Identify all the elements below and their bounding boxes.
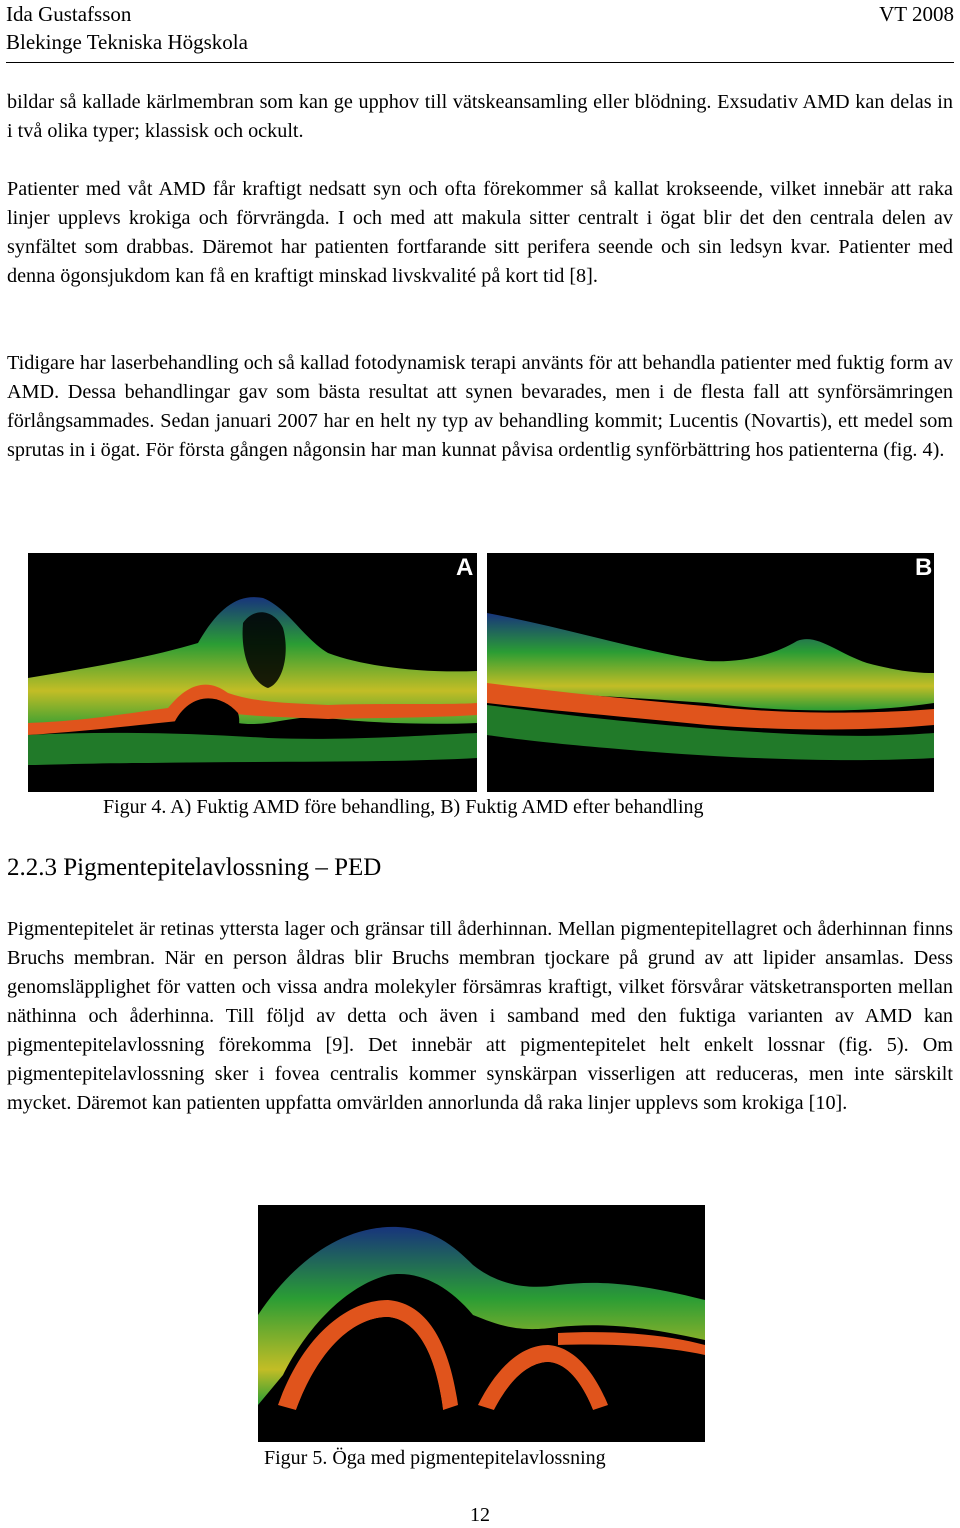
oct-scan-b xyxy=(487,553,934,792)
oct-scan-a xyxy=(28,553,477,792)
figure4-panel-b-image xyxy=(487,553,934,792)
header-author: Ida Gustafsson xyxy=(6,2,132,26)
figure4-caption: Figur 4. A) Fuktig AMD före behandling, B) Fuktig AMD efter behandling xyxy=(103,796,704,818)
figure5-image xyxy=(258,1205,705,1442)
paragraph-1: bildar så kallade kärlmembran som kan ge upphov till vätskeansamling eller blödning. Exsudativ AMD kan delas in i två olika typer; klassisk och ockult. xyxy=(7,91,953,142)
page-number: 12 xyxy=(470,1504,490,1526)
paragraph-3: Tidigare har laserbehandling och så kallad fotodynamisk terapi använts för att behandla patienter med fuktig form av AMD. Dessa behandlingar gav som bästa resultat att synen bevarades, men i de flesta fall att synförsämringen förlångsammades. Sedan januari 2007 har en helt ny typ av behandling kommit; Lucentis (Novartis), ett medel som sprutas in i ögat. För första gången någonsin har man kunnat påvisa ordentlig synförbättring hos patienterna (fig. 4). xyxy=(7,352,953,461)
figure4-label-a: A xyxy=(456,554,474,581)
figure5-caption: Figur 5. Öga med pigmentepitelavlossning xyxy=(264,1447,606,1469)
section-heading: 2.2.3 Pigmentepitelavlossning – PED xyxy=(7,854,382,881)
header-institution: Blekinge Tekniska Högskola xyxy=(6,30,248,54)
paragraph-2: Patienter med våt AMD får kraftigt nedsatt syn och ofta förekommer så kallat krokseende, vilket innebär att raka linjer upplevs krokiga och förvrängda. I och med att makula sitter centralt i ögat blir det den centrala delen av synfältet som drabbas. Däremot har patienten fortfarande sitt perifera seende och sin ledsyn kvar. Patienter med denna ögonsjukdom kan få en kraftigt minskad livskvalité på kort tid [8]. xyxy=(7,178,953,287)
page-header xyxy=(6,0,954,63)
figure4-panel-a-image xyxy=(28,553,477,792)
header-term: VT 2008 xyxy=(879,2,954,26)
oct-scan-ped xyxy=(258,1205,705,1442)
figure4-label-b: B xyxy=(915,554,933,581)
section-paragraph: Pigmentepitelet är retinas yttersta lager och gränsar till åderhinnan. Mellan pigmentepitellagret och åderhinnan finns Bruchs membran. När en person åldras blir Bruchs membran tjockare på grund av att lipider ansamlas. Dess genomsläpplighet för vatten och vissa andra molekyler försämras kraftigt, vilket försvårar vätsketransporten mellan näthinna och åderhinna. Till följd av detta och även i samband med den fuktiga varianten av AMD kan pigmentepitelavlossning förekomma [9]. Det innebär att pigmentepitelet helt enkelt lossnar (fig. 5). Om pigmentepitelavlossning sker i fovea centralis kommer synskärpan visserligen att reduceras, men inte särskilt mycket. Däremot kan patienten uppfatta omvärlden annorlunda då raka linjer upplevs som krokiga [10]. xyxy=(7,918,953,1114)
